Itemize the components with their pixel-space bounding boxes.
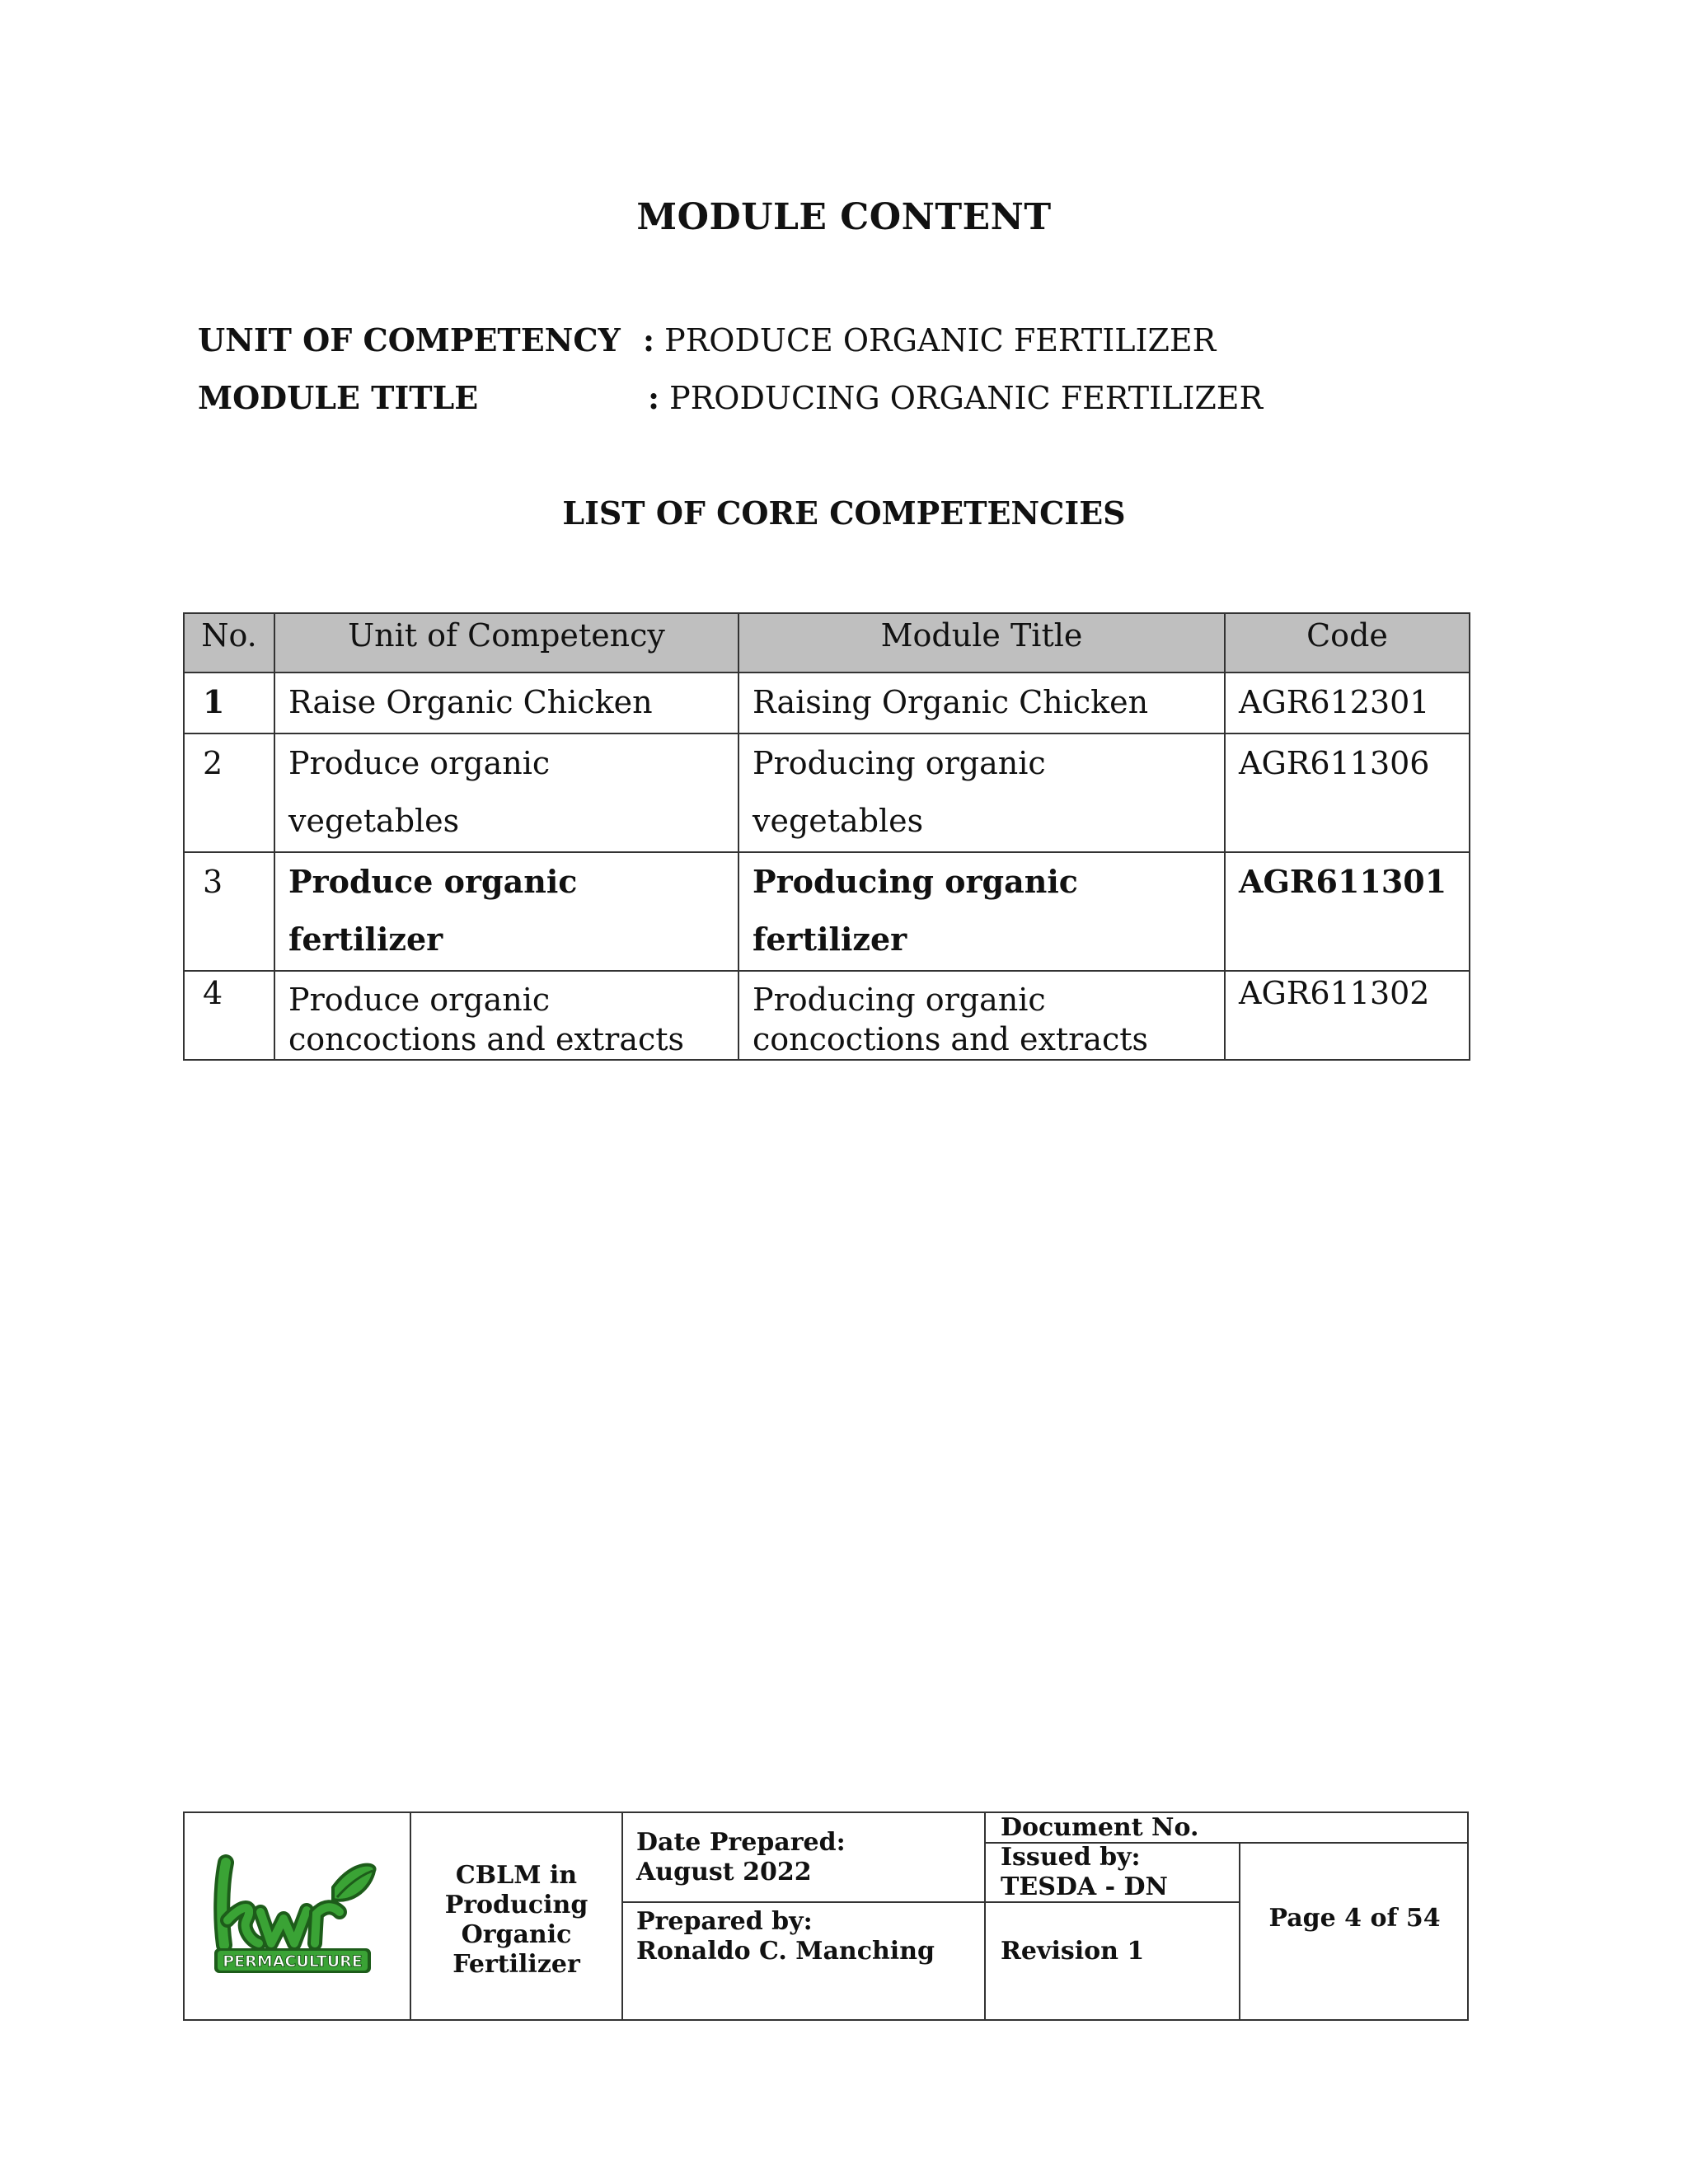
cell-unit-line: Produce organic: [288, 982, 551, 1018]
prepared-by-label: Prepared by:: [636, 1907, 813, 1936]
cell-code: AGR611302: [1225, 971, 1470, 1060]
cell-unit-line: Produce organic: [288, 863, 578, 900]
module-title-label: MODULE TITLE: [198, 379, 479, 416]
issued-by-label: Issued by:: [1001, 1843, 1141, 1872]
cell-module: [738, 971, 1225, 1060]
colon: :: [648, 379, 660, 416]
unit-of-competency-label: UNIT OF COMPETENCY: [198, 321, 621, 359]
page-title: MODULE CONTENT: [636, 196, 1052, 238]
table-row: [184, 971, 1470, 1060]
kwr-permaculture-logo: [209, 1854, 382, 1978]
cell-unit: Raise Organic Chicken: [274, 673, 738, 733]
cell-no: 1: [184, 673, 274, 733]
module-title-text: PRODUCING ORGANIC FERTILIZER: [669, 380, 1264, 416]
cell-unit: [274, 971, 738, 1060]
prepared-by-value: Ronaldo C. Manching: [636, 1937, 935, 1966]
page-number: Page 4 of 54: [1268, 1904, 1441, 1933]
table-row: [184, 852, 1470, 971]
cell-unit: [274, 733, 738, 852]
cell-code: AGR611301: [1225, 852, 1470, 971]
table-row: [184, 673, 1470, 733]
cell-unit-line: concoctions and extracts: [288, 1021, 685, 1057]
cblm-line: Producing: [444, 1891, 588, 1919]
header-no: No.: [184, 613, 274, 673]
header-module: Module Title: [738, 613, 1225, 673]
cblm-line: Fertilizer: [452, 1950, 580, 1979]
table-row: [184, 733, 1470, 852]
date-prepared: [636, 1828, 846, 1887]
logo-icon: [209, 1854, 382, 1978]
cell-module-line: fertilizer: [753, 921, 907, 958]
unit-of-competency-text: PRODUCE ORGANIC FERTILIZER: [664, 322, 1217, 359]
divider: [621, 1813, 623, 2019]
document-no-label: Document No.: [1001, 1813, 1199, 1842]
cblm-line: Organic: [461, 1920, 572, 1949]
header-unit: Unit of Competency: [274, 613, 738, 673]
divider: [621, 1901, 984, 1903]
core-competencies-table: [183, 612, 1470, 1061]
cblm-line: CBLM in: [455, 1861, 578, 1890]
cell-module-line: Producing organic: [753, 863, 1078, 900]
cell-no: 3: [184, 852, 274, 971]
section-title: LIST OF CORE COMPETENCIES: [562, 494, 1126, 532]
cell-unit: [274, 852, 738, 971]
svg-text:PERMACULTURE: PERMACULTURE: [223, 1952, 363, 1971]
document-footer: [183, 1811, 1469, 2021]
revision: Revision 1: [1001, 1937, 1145, 1966]
prepared-by: [636, 1907, 935, 1966]
header-code: Code: [1225, 613, 1470, 673]
cell-no: 2: [184, 733, 274, 852]
cell-unit-line: Produce organic: [288, 745, 551, 781]
divider: [984, 1813, 986, 2019]
unit-of-competency-value: [643, 321, 1216, 359]
cell-no: 4: [184, 971, 274, 1060]
colon: :: [643, 321, 655, 359]
cell-code: AGR612301: [1225, 673, 1470, 733]
cell-module: Raising Organic Chicken: [738, 673, 1225, 733]
cell-module-line: Producing organic: [753, 745, 1046, 781]
cell-module-line: Producing organic: [753, 982, 1046, 1018]
cell-module-line: vegetables: [753, 803, 924, 839]
issued-by-value: TESDA - DN: [1001, 1872, 1168, 1901]
cell-unit-line: fertilizer: [288, 921, 443, 958]
cell-module-line: concoctions and extracts: [753, 1021, 1149, 1057]
date-prepared-label: Date Prepared:: [636, 1828, 846, 1857]
cell-module: [738, 733, 1225, 852]
cblm-title: [411, 1861, 621, 1980]
cell-unit-line: vegetables: [288, 803, 460, 839]
date-prepared-value: August 2022: [636, 1858, 812, 1886]
issued-by: [1001, 1843, 1168, 1902]
cell-code: AGR611306: [1225, 733, 1470, 852]
cell-module: [738, 852, 1225, 971]
table-header-row: [184, 613, 1470, 673]
module-title-value: [648, 379, 1263, 416]
